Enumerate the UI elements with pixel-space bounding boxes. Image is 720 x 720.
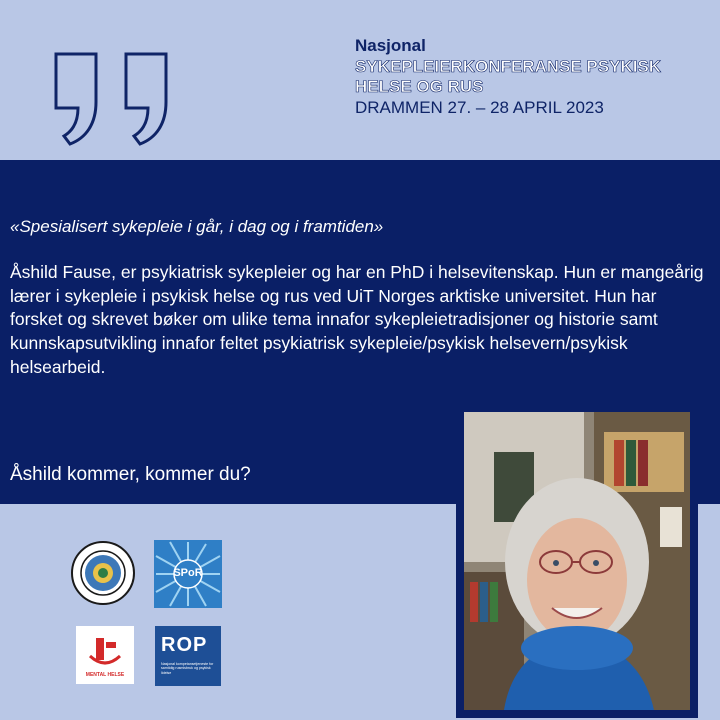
rop-subtitle: Nasjonal kompetansetjeneste for samtidig rusmisbruk og psykisk lidelse xyxy=(161,662,214,675)
rop-label: ROP xyxy=(161,634,208,656)
quote-marks-icon xyxy=(52,52,182,157)
talk-title: «Spesialisert sykepleie i går, i dag og i framtiden» xyxy=(10,217,384,236)
spor-label: SPoR xyxy=(173,567,203,579)
mental-helse-label: MENTAL HELSE xyxy=(85,672,125,678)
conference-line-3: HELSE OG RUS xyxy=(355,77,484,97)
nsf-logo xyxy=(70,540,136,611)
spor-logo xyxy=(154,540,222,608)
mental-helse-logo xyxy=(76,626,134,684)
conference-date: DRAMMEN 27. – 28 APRIL 2023 xyxy=(355,98,604,118)
conference-title xyxy=(355,36,661,119)
speaker-photo xyxy=(464,412,690,710)
conference-line-2: SYKEPLEIERKONFERANSE PSYKISK xyxy=(355,56,662,76)
call-to-action: Åshild kommer, kommer du? xyxy=(10,464,251,485)
rop-logo xyxy=(155,626,221,686)
speaker-photo-frame xyxy=(456,404,698,718)
speaker-bio: Åshild Fause, er psykiatrisk sykepleier og har en PhD i helsevitenskap. Hun er mangeårig lærer i sykepleie i psykisk helse og rus ved UiT Norges arktiske universitet. Hun har forsket og skrevet bøker om ulike tema innafor sykepleietradisjoner og historie samt kunnskapsutvikling innafor feltet psykiatrisk sykepleie/psykisk helsevern/psykisk helsearbeid. xyxy=(10,262,704,377)
conference-line-1: Nasjonal xyxy=(355,36,426,55)
header-area xyxy=(0,0,720,160)
